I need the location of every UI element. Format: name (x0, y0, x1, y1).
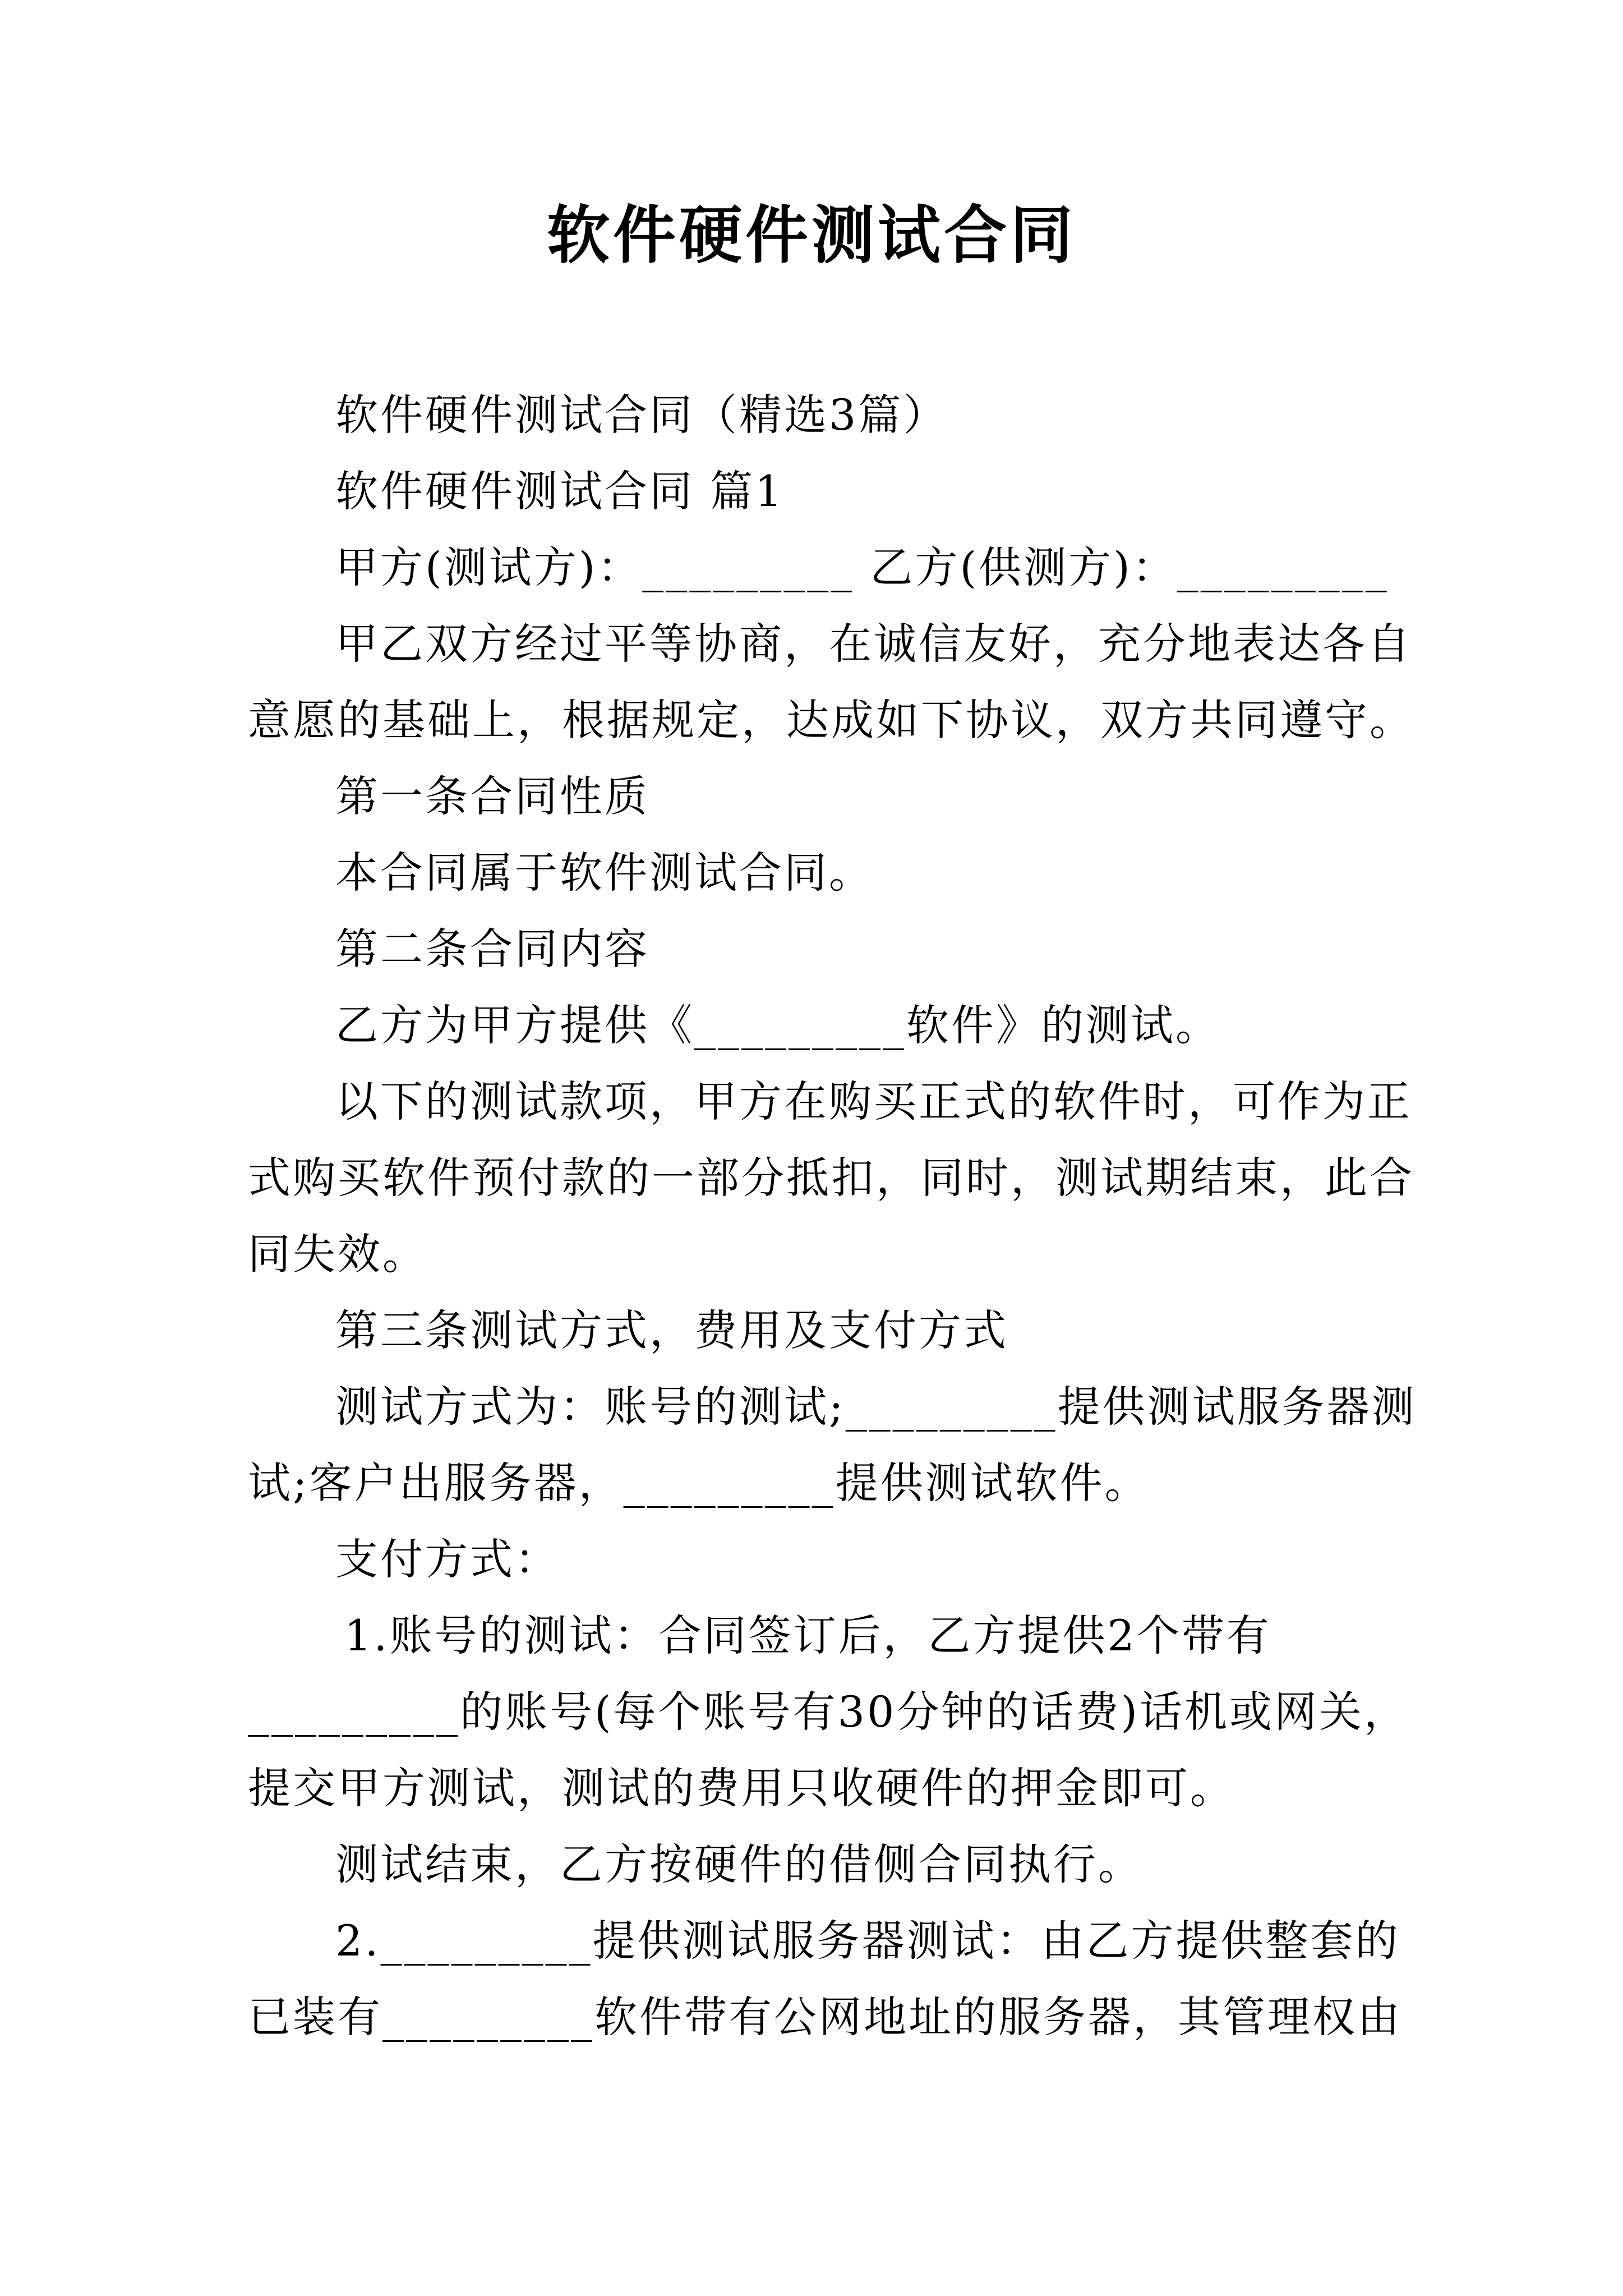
test-method-line-2: 试;客户出服务器，_________提供测试软件。 (248, 1458, 1150, 1508)
section-heading-part-1: 软件硬件测试合同 篇1 (335, 466, 785, 516)
article-1-heading: 第一条合同性质 (335, 771, 649, 821)
paragraph-intro-line-1: 甲乙双方经过平等协商，在诚信友好，充分地表达各自 (335, 619, 1412, 669)
article-3-heading: 第三条测试方式，费用及支付方式 (335, 1305, 1008, 1355)
article-1-body: 本合同属于软件测试合同。 (335, 848, 874, 898)
parties-line: 甲方(测试方)：_________ 乙方(供测方)：_________ (335, 542, 1389, 592)
article-2-body: 乙方为甲方提供《_________软件》的测试。 (335, 1000, 1220, 1050)
subtitle-selected-3: 软件硬件测试合同（精选3篇） (335, 390, 948, 440)
item-2-line-2: 已装有_________软件带有公网地址的服务器，其管理权由 (248, 1992, 1402, 2042)
test-method-line-1: 测试方式为：账号的测试;_________提供测试服务器测 (335, 1382, 1417, 1432)
item-1-line-3: 提交甲方测试，测试的费用只收硬件的押金即可。 (248, 1763, 1235, 1813)
paragraph-payment-line-1: 以下的测试款项，甲方在购买正式的软件时，可作为正 (335, 1076, 1412, 1126)
test-end-line: 测试结束，乙方按硬件的借侧合同执行。 (335, 1839, 1143, 1889)
paragraph-intro-line-2: 意愿的基础上，根据规定，达成如下协议，双方共同遵守。 (248, 695, 1414, 745)
paragraph-payment-line-3: 同失效。 (248, 1229, 427, 1279)
paragraph-payment-line-2: 式购买软件预付款的一部分抵扣，同时，测试期结束，此合 (248, 1153, 1414, 1203)
payment-method-label: 支付方式： (335, 1534, 560, 1584)
item-1-line-1: 1.账号的测试：合同签订后，乙方提供2个带有 (344, 1611, 1271, 1660)
item-1-line-2: _________的账号(每个账号有30分钟的话费)话机或网关， (248, 1687, 1409, 1737)
article-2-heading: 第二条合同内容 (335, 924, 649, 974)
item-2-line-1: 2._________提供测试服务器测试：由乙方提供整套的 (335, 1916, 1400, 1966)
document-title: 软件硬件测试合同 (547, 199, 1076, 272)
